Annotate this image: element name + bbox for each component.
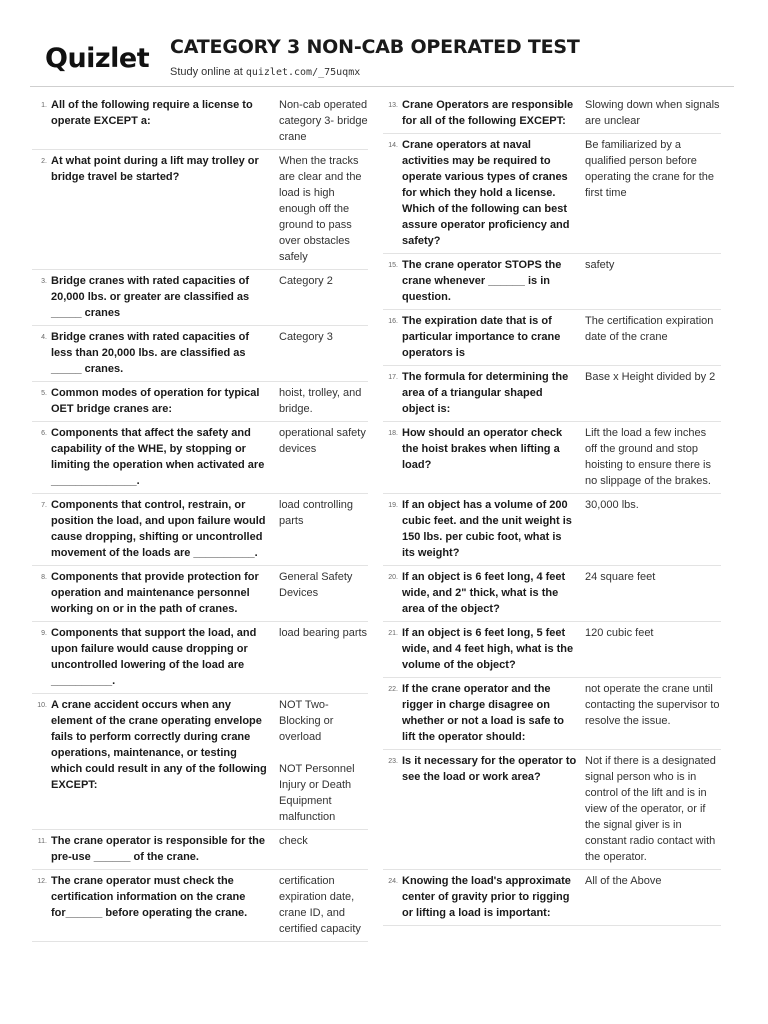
- card-question: The crane operator must check the certification information on the crane for______ before operating the crane.: [51, 875, 248, 919]
- flashcard-7: [32, 494, 368, 566]
- card-answer: Slowing down when signals are unclear: [585, 99, 720, 127]
- card-answer: Category 2: [279, 275, 333, 287]
- study-online-line: [170, 66, 360, 78]
- card-number: 6.: [41, 430, 47, 437]
- card-question: Is it necessary for the operator to see the load or work area?: [402, 755, 577, 783]
- subtitle-prefix: Study online at: [170, 66, 246, 78]
- card-number: 22.: [388, 686, 398, 693]
- card-answer: Base x Height divided by 2: [585, 371, 716, 383]
- card-question: Bridge cranes with rated capacities of less than 20,000 lbs. are classified as _____ cranes.: [51, 331, 250, 375]
- card-number: 3.: [41, 278, 47, 285]
- card-number: 9.: [41, 630, 47, 637]
- card-number: 19.: [388, 502, 398, 509]
- card-number: 23.: [388, 758, 398, 765]
- card-answer: operational safety devices: [279, 427, 366, 455]
- flashcard-3: [32, 270, 368, 326]
- card-answer: All of the Above: [585, 875, 662, 887]
- card-number: 16.: [388, 318, 398, 325]
- card-number: 15.: [388, 262, 398, 269]
- card-answer: Non-cab operated category 3- bridge crane: [279, 99, 368, 143]
- flashcard-2: [32, 150, 368, 270]
- card-question: Crane Operators are responsible for all of the following EXCEPT:: [402, 99, 574, 127]
- right-card-column: [383, 94, 721, 926]
- card-question: Components that control, restrain, or position the load, and upon failure would cause dropping, shifting or uncontrolled movement of the loads are __________.: [51, 499, 266, 559]
- flashcard-23: [383, 750, 721, 870]
- card-question: If an object is 6 feet long, 4 feet wide, and 2" thick, what is the area of the object?: [402, 571, 566, 615]
- card-question: If an object is 6 feet long, 5 feet wide, and 4 feet high, what is the volume of the object?: [402, 627, 574, 671]
- flashcard-12: [32, 870, 368, 942]
- flashcard-1: [32, 94, 368, 150]
- flashcard-13: [383, 94, 721, 134]
- card-answer: General Safety Devices: [279, 571, 353, 599]
- flashcard-21: [383, 622, 721, 678]
- card-question: All of the following require a license to operate EXCEPT a:: [51, 99, 253, 127]
- card-answer: hoist, trolley, and bridge.: [279, 387, 362, 415]
- card-number: 1.: [41, 102, 47, 109]
- flashcard-4: [32, 326, 368, 382]
- flashcard-14: [383, 134, 721, 254]
- card-answer: safety: [585, 259, 615, 271]
- card-answer: 24 square feet: [585, 571, 656, 583]
- header-divider: [30, 86, 734, 87]
- card-answer: When the tracks are clear and the load is high enough off the ground to pass over obstacles safely: [279, 155, 362, 263]
- card-answer: The certification expiration date of the crane: [585, 315, 714, 343]
- card-number: 14.: [388, 142, 398, 149]
- card-number: 10.: [37, 702, 47, 709]
- flashcard-20: [383, 566, 721, 622]
- card-answer: not operate the crane until contacting the supervisor to resolve the issue.: [585, 683, 720, 727]
- card-number: 11.: [37, 838, 47, 845]
- card-number: 8.: [41, 574, 47, 581]
- card-answer: certification expiration date, crane ID, and certified capacity: [279, 875, 361, 935]
- card-number: 18.: [388, 430, 398, 437]
- card-question: Common modes of operation for typical OET bridge cranes are:: [51, 387, 260, 415]
- flashcard-5: [32, 382, 368, 422]
- left-card-column: [32, 94, 368, 942]
- card-question: At what point during a lift may trolley or bridge travel be started?: [51, 155, 259, 183]
- card-question: Bridge cranes with rated capacities of 20,000 lbs. or greater are classified as _____ cranes: [51, 275, 250, 319]
- quizlet-logo[interactable]: Quizlet: [45, 43, 150, 74]
- flashcard-22: [383, 678, 721, 750]
- card-number: 4.: [41, 334, 47, 341]
- card-answer: check: [279, 835, 308, 847]
- card-question: Knowing the load's approximate center of gravity prior to rigging or lifting a load is important:: [402, 875, 571, 919]
- flashcard-8: [32, 566, 368, 622]
- card-answer: 30,000 lbs.: [585, 499, 639, 511]
- card-number: 24.: [388, 878, 398, 885]
- card-question: Crane operators at naval activities may be required to operate various types of cranes for which they hold a license. Which of the following can best assure operator proficiency and safety?: [402, 139, 570, 247]
- card-question: Components that provide protection for operation and maintenance personnel working on or in the path of cranes.: [51, 571, 259, 615]
- flashcard-16: [383, 310, 721, 366]
- card-answer: Not if there is a designated signal person who is in control of the lift and is in view of the operator, or if the signal giver is in constant radio contact with the operator.: [585, 755, 716, 863]
- card-question: How should an operator check the hoist brakes when lifting a load?: [402, 427, 563, 471]
- card-question: Components that support the load, and upon failure would cause dropping or uncontrolled lowering of the load are __________.: [51, 627, 257, 687]
- flashcard-10: [32, 694, 368, 830]
- page-header: [0, 0, 768, 90]
- card-number: 17.: [388, 374, 398, 381]
- study-url-link[interactable]: quizlet.com/_75uqmx: [245, 67, 361, 78]
- card-number: 13.: [388, 102, 398, 109]
- flashcard-18: [383, 422, 721, 494]
- card-question: Components that affect the safety and capability of the WHE, by stopping or limiting the operation when activated are ______________.: [51, 427, 265, 487]
- card-number: 12.: [37, 878, 47, 885]
- card-answer: 120 cubic feet: [585, 627, 654, 639]
- card-question: The expiration date that is of particular importance to crane operators is: [402, 315, 561, 359]
- flashcard-24: [383, 870, 721, 926]
- flashcard-17: [383, 366, 721, 422]
- flashcard-6: [32, 422, 368, 494]
- card-question: The crane operator STOPS the crane whenever ______ is in question.: [402, 259, 562, 303]
- card-number: 21.: [388, 630, 398, 637]
- card-question: The formula for determining the area of a triangular shaped object is:: [402, 371, 569, 415]
- card-answer: NOT Two-Blocking or overload NOT Personnel Injury or Death Equipment malfunction: [279, 699, 355, 823]
- card-number: 5.: [41, 390, 47, 397]
- flashcard-15: [383, 254, 721, 310]
- page-title: CATEGORY 3 NON-CAB OPERATED TEST: [170, 36, 580, 58]
- card-question: A crane accident occurs when any element of the crane operating envelope fails to perform correctly during crane operations, maintenance, or testing which could result in any of the following EXCEPT:: [51, 699, 267, 791]
- card-answer: Lift the load a few inches off the ground and stop hoisting to ensure there is no slippage of the brakes.: [585, 427, 711, 487]
- flashcard-19: [383, 494, 721, 566]
- flashcard-11: [32, 830, 368, 870]
- card-answer: Be familiarized by a qualified person before operating the crane for the first time: [585, 139, 715, 199]
- card-question: If an object has a volume of 200 cubic feet. and the unit weight is 150 lbs. per cubic foot, what is its weight?: [402, 499, 572, 559]
- card-answer: Category 3: [279, 331, 333, 343]
- card-question: If the crane operator and the rigger in charge disagree on whether or not a load is safe to lift the operator should:: [402, 683, 564, 743]
- card-answer: load bearing parts: [279, 627, 368, 639]
- card-number: 7.: [41, 502, 47, 509]
- card-number: 20.: [388, 574, 398, 581]
- card-question: The crane operator is responsible for the pre-use ______ of the crane.: [51, 835, 265, 863]
- flashcard-9: [32, 622, 368, 694]
- card-answer: load controlling parts: [279, 499, 353, 527]
- card-number: 2.: [41, 158, 47, 165]
